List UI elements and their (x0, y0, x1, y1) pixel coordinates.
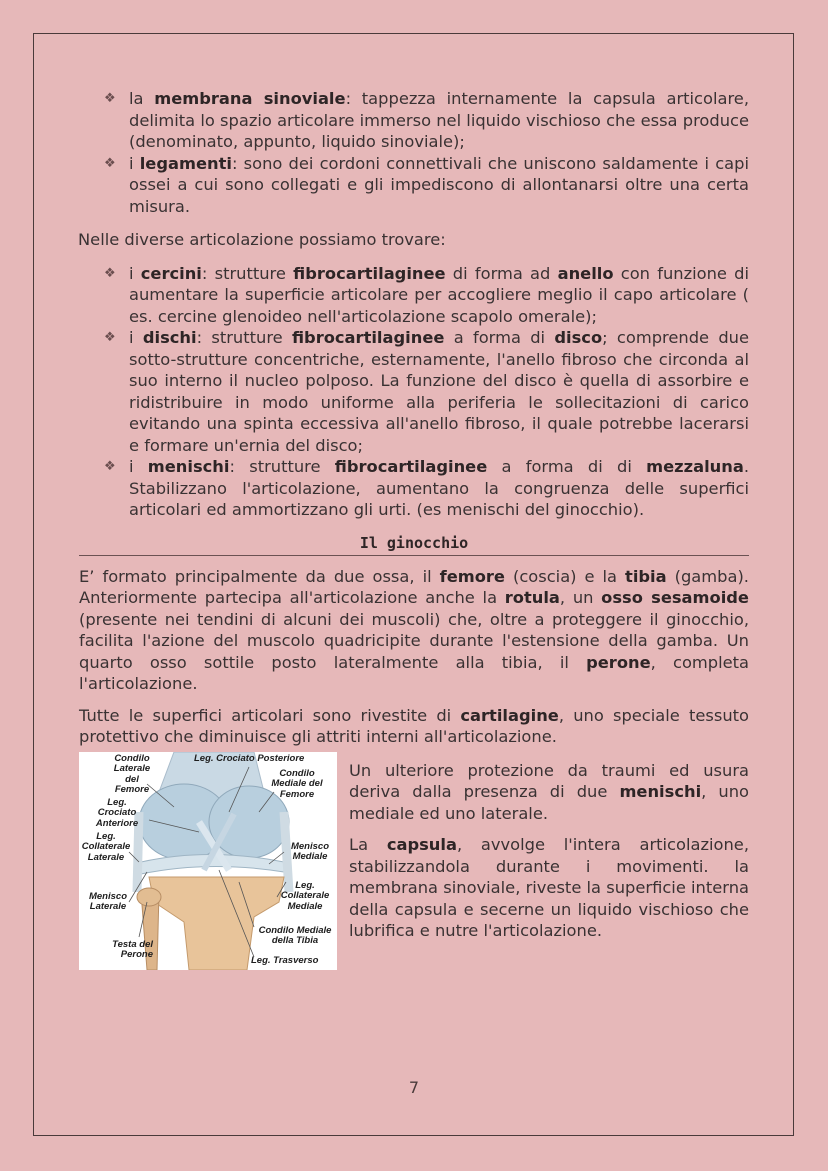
label-trasverso: Leg. Trasverso (251, 954, 319, 966)
label-testa-perone: Testa del Perone (112, 938, 153, 960)
label-collaterale-laterale: Leg. Collaterale Laterale (81, 830, 131, 863)
intro-paragraph: Nelle diverse articolazione possiamo trovare: (78, 230, 446, 249)
page-content (79, 88, 749, 972)
label-collaterale-mediale: Leg. Collaterale Mediale (280, 879, 330, 912)
paragraph-capsula: La capsula, avvolge l'intera articolazione, stabilizzandola durante i movimenti. la membrana sinoviale, riveste la superficie interna della capsula e secerne un liquido vischioso che lubrifica e nutre l'articolazione. (349, 835, 749, 940)
label-condilo-tibia: Condilo Mediale della Tibia (258, 924, 332, 946)
diamond-bullet-icon: ❖ (104, 459, 116, 474)
section-title: Il ginocchio (359, 533, 469, 552)
page-number: 7 (408, 1078, 420, 1097)
section-heading (79, 533, 749, 556)
list-item: ❖ i dischi: strutture fibrocartilaginee a forma di disco; comprende due sotto-strutture concentriche, esternamente, l'anello fibroso che circonda al suo interno il nucleo polposo. La funzione del disco è quella di assorbire e ridistribuire in modo uniforme alla periferia le sollecitazioni di carico evitando una spinta eccessiva all'anello fibroso, il quale potrebbe lacerarsi e formare un'ernia del disco; (104, 328, 750, 455)
label-crociato-anteriore: Leg. Crociato Anteriore (95, 796, 139, 829)
list-item: ❖ la membrana sinoviale: tappezza internamente la capsula articolare, delimita lo spazio articolare immerso nel liquido vischioso che essa produce (denominato, appunto, liquido sinoviale); (104, 89, 749, 151)
label-menisco-mediale: Menisco Mediale (290, 840, 329, 862)
figure-side-text (349, 760, 749, 942)
label-condilo-mediale: Condilo Mediale del Femore (271, 767, 323, 800)
label-menisco-laterale: Menisco Laterale (88, 890, 127, 912)
list-item: ❖ i cercini: strutture fibrocartilaginee di forma ad anello con funzione di aumentare la superficie articolare per accogliere meglio il capo articolare ( es. cercine glenoideo nell'articolazione scapolo omerale); (104, 263, 750, 326)
diamond-bullet-icon: ❖ (104, 91, 116, 106)
diamond-bullet-icon: ❖ (104, 155, 116, 171)
list-item: ❖ i legamenti: sono dei cordoni connettivali che uniscono saldamente i capi ossei a cui sono collegati e gli impediscono di allontanarsi oltre una certa misura. (104, 153, 749, 216)
diamond-bullet-icon: ❖ (104, 265, 116, 281)
diamond-bullet-icon: ❖ (104, 330, 116, 345)
paragraph-menischi: Un ulteriore protezione da traumi ed usura deriva dalla presenza di due menischi, uno mediale ed uno laterale. (349, 760, 750, 823)
list-structures-1 (79, 88, 749, 217)
label-crociato-posteriore: Leg. Crociato Posteriore (194, 752, 305, 764)
knee-anatomy-figure (79, 752, 337, 970)
paragraph-cartilagine: Tutte le superfici articolari sono rivestite di cartilagine, uno speciale tessuto protettivo che diminuisce gli attriti interni all'articolazione. (79, 705, 749, 746)
list-structures-2 (79, 263, 749, 521)
paragraph-ginocchio: E’ formato principalmente da due ossa, il femore (coscia) e la tibia (gamba). Anteriormente partecipa all'articolazione anche la rotula, un osso sesamoide (presente nei tendini di alcuni dei muscoli) che, oltre a proteggere il ginocchio, facilita l'azione del muscolo quadricipite durante l'estensione della gamba. Un quarto osso sottile posto lateralmente alla tibia, il perone, completa l'articolazione. (79, 566, 750, 693)
label-condilo-laterale: Condilo Laterale del Femore (113, 752, 151, 795)
figure-row (79, 752, 749, 972)
list-item: ❖ i menischi: strutture fibrocartilaginee a forma di di mezzaluna. Stabilizzano l'articolazione, aumentano la congruenza delle superfici articolari ed ammortizzano gli urti. (es menischi del ginocchio). (104, 457, 750, 519)
